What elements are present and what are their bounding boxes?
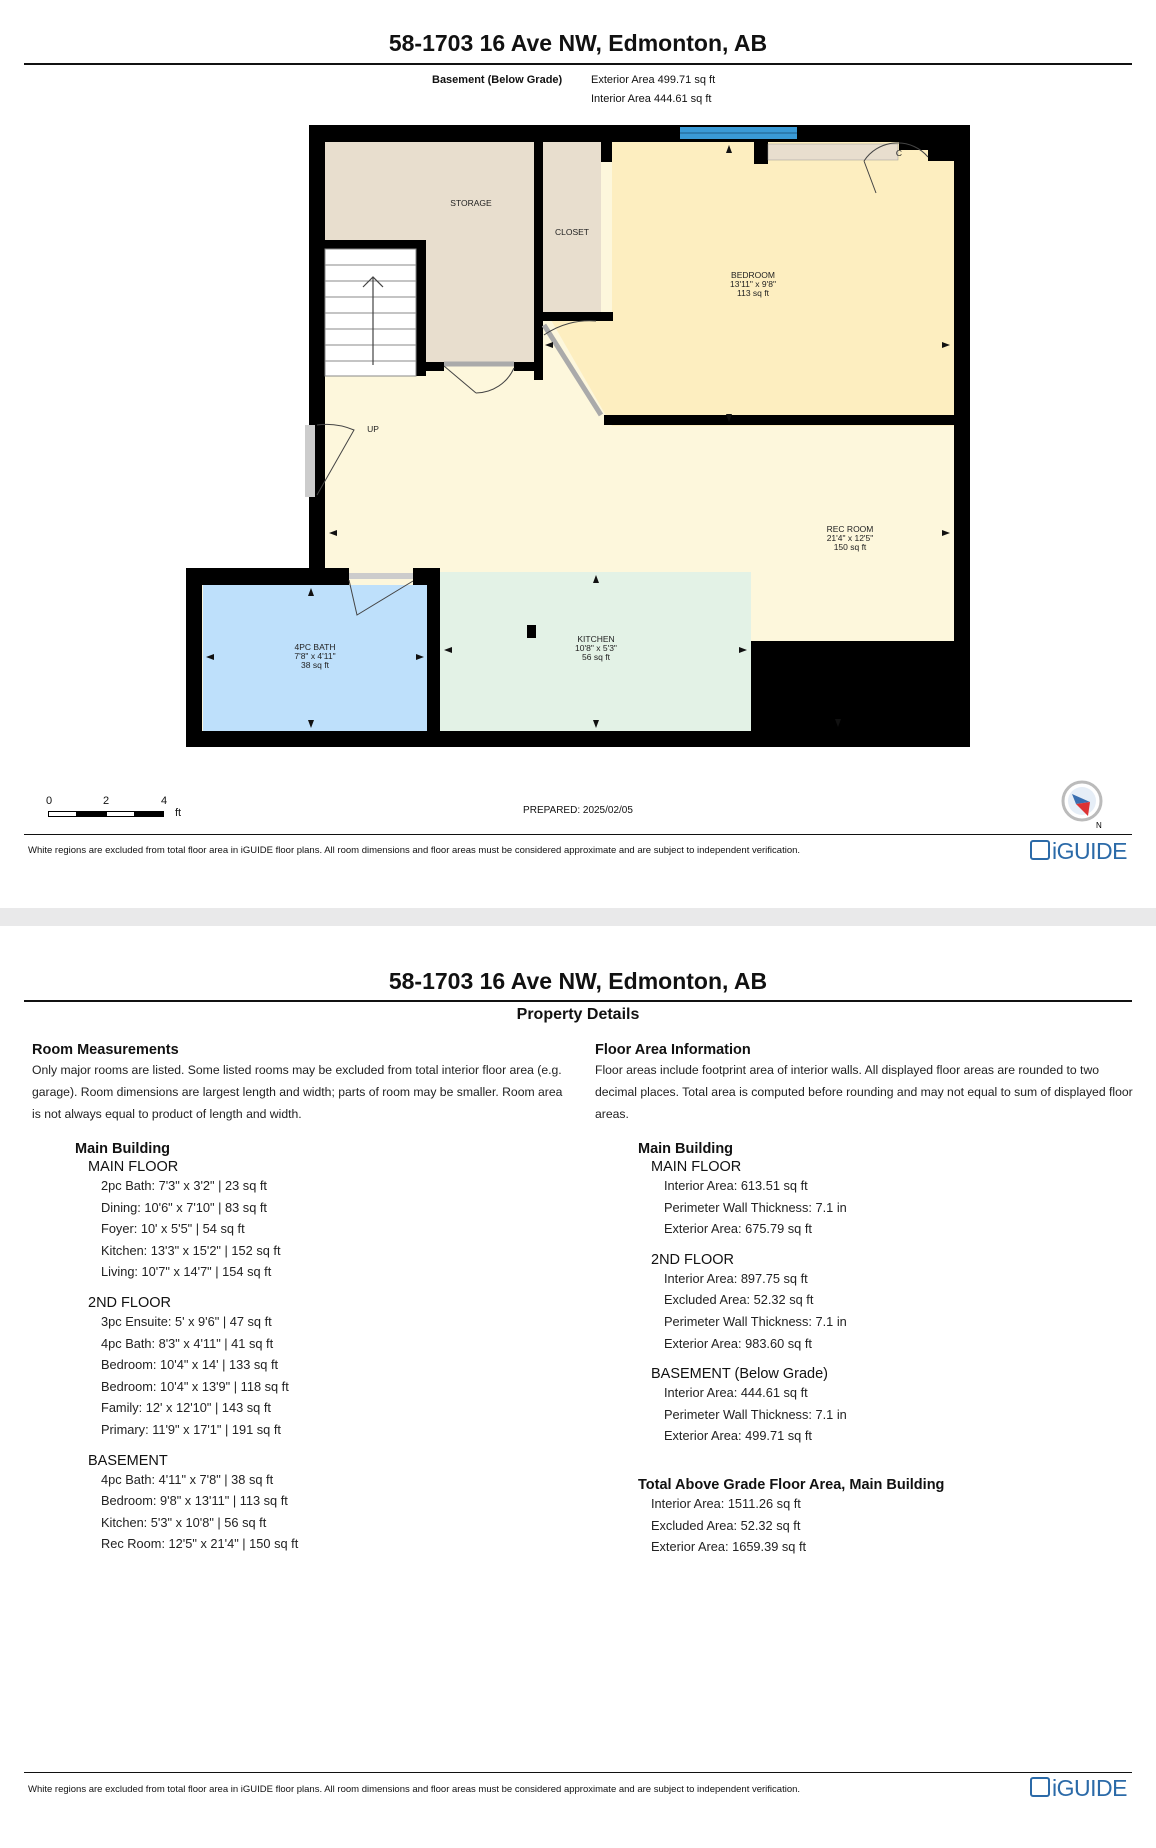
list-item: Family: 12' x 12'10" | 143 sq ft [101,1400,271,1416]
list-item: Living: 10'7" x 14'7" | 154 sq ft [101,1264,272,1280]
prepared-date: PREPARED: 2025/02/05 [523,805,633,816]
left-second-floor: 2ND FLOOR [88,1294,171,1311]
bath-area: 38 sq ft [301,660,329,670]
list-item: Exterior Area: 1659.39 sq ft [651,1539,807,1555]
list-item: Rec Room: 12'5" x 21'4" | 150 sq ft [101,1536,299,1552]
list-item: Perimeter Wall Thickness: 7.1 in [664,1199,847,1215]
storage-label: STORAGE [450,198,492,208]
disclaimer-2: White regions are excluded from total floor area in iGUIDE floor plans. All room dimensions and floor areas must be considered approximate and are subject to independent verification. [28,1784,801,1795]
kitchen-area: 56 sq ft [582,652,610,662]
exterior-area: Exterior Area 499.71 sq ft [591,74,716,86]
footer-rule-2 [24,1772,1132,1773]
list-item: Bedroom: 10'4" x 14' | 133 sq ft [101,1357,279,1373]
footer-rule [24,834,1132,835]
kitchen-name: KITCHEN [577,634,615,644]
scale-tick-0: 0 [46,795,53,807]
title-rule [24,63,1132,65]
bedroom-fill [612,142,954,426]
right-main-list [595,1175,1140,1240]
page-title: 58-1703 16 Ave NW, Edmonton, AB [388,30,768,56]
list-item: Interior Area: 613.51 sq ft [664,1178,808,1193]
list-item: Bedroom: 10'4" x 13'9" | 118 sq ft [101,1378,289,1394]
title-rule-2 [24,1000,1132,1002]
room-measurements-heading: Room Measurements [32,1042,179,1058]
list-item: 2pc Bath: 7'3" x 3'2" | 23 sq ft [101,1178,267,1193]
bedroom-south-wall [604,415,954,425]
list-item: Kitchen: 5'3" x 10'8" | 56 sq ft [101,1514,267,1530]
right-main-floor: MAIN FLOOR [651,1159,742,1175]
list-item: Exterior Area: 499.71 sq ft [664,1428,812,1444]
list-item: Foyer: 10' x 5'5" | 54 sq ft [101,1221,245,1237]
floor-area-section [595,1042,1140,1558]
total-list [595,1493,1140,1558]
iguide-logo: iGUIDE [1030,838,1127,865]
left-basement: BASEMENT [88,1452,168,1469]
up-label: UP [367,424,379,434]
list-item: Excluded Area: 52.32 sq ft [664,1292,814,1308]
rec-name: REC ROOM [826,524,874,534]
right-second-list [595,1268,1140,1354]
left-main-list [32,1175,567,1283]
scale-unit: ft [175,807,182,819]
property-details-page [0,926,1156,1848]
bath-dims: 7'8" x 4'11" [294,651,336,661]
floor-area-intro: Floor areas include footprint area of interior walls. All displayed floor areas are rounded to two decimal places. Total area is computed before rounding and may not equal to sum of displayed floor areas. [595,1063,1133,1121]
list-item: Interior Area: 897.75 sq ft [664,1270,808,1286]
list-item: Perimeter Wall Thickness: 7.1 in [664,1313,847,1329]
iguide-logo-2: iGUIDE [1030,1775,1127,1802]
list-item: Exterior Area: 675.79 sq ft [664,1221,812,1237]
iguide-mark-icon [1030,1777,1050,1797]
compass-label: N [1096,821,1102,830]
list-item: Interior Area: 1511.26 sq ft [651,1495,801,1511]
kitchen-dims: 10'8" x 5'3" [575,643,617,653]
list-item: Bedroom: 9'8" x 13'11" | 113 sq ft [101,1493,288,1509]
room-measurements-intro: Only major rooms are listed. Some listed rooms may be excluded from total interior floor area (e.g. garage). Room dimensions are largest length and width; parts of room may be smaller. Room area is not always equal to product of length and width. [32,1063,563,1121]
list-item: Dining: 10'6" x 7'10" | 83 sq ft [101,1199,267,1215]
iguide-mark-icon [1030,840,1050,860]
list-item: Interior Area: 444.61 sq ft [664,1385,808,1401]
list-item: Primary: 11'9" x 17'1" | 191 sq ft [101,1421,281,1437]
floor-plan-page [0,0,1156,908]
list-item: 3pc Ensuite: 5' x 9'6" | 47 sq ft [101,1313,272,1329]
left-main-floor: MAIN FLOOR [88,1159,179,1175]
bath-name: 4PC BATH [294,642,336,652]
page-separator [0,908,1156,926]
scale-tick-2: 2 [103,795,110,807]
closet-label: CLOSET [554,227,590,237]
bedroom-area: 113 sq ft [737,288,769,298]
left-second-list [32,1311,567,1441]
rec-area: 150 sq ft [833,542,867,552]
right-basement-list [595,1382,1140,1447]
disclaimer: White regions are excluded from total floor area in iGUIDE floor plans. All room dimensions and floor areas must be considered approximate and are subject to independent verification. [28,845,801,856]
total-heading: Total Above Grade Floor Area, Main Building [638,1476,945,1493]
compass-icon [1060,780,1106,830]
room-measurements-section [32,1042,567,1555]
level-label: Basement (Below Grade) [432,74,563,86]
basement-floor-plan [186,125,970,747]
page-subtitle: Property Details [516,1006,640,1023]
rec-dims: 21'4" x 12'5" [826,533,874,543]
c-label: C [895,148,903,158]
bedroom-dims: 13'11" x 9'8" [730,279,776,289]
list-item: 4pc Bath: 8'3" x 4'11" | 41 sq ft [101,1335,274,1351]
scale-tick-4: 4 [161,795,168,807]
interior-area: Interior Area 444.61 sq ft [591,93,712,105]
right-building-label: Main Building [638,1141,734,1157]
floor-area-heading: Floor Area Information [595,1042,751,1058]
right-basement: BASEMENT (Below Grade) [651,1366,829,1383]
left-basement-list [32,1469,567,1555]
list-item: 4pc Bath: 4'11" x 7'8" | 38 sq ft [101,1471,274,1487]
left-building-label: Main Building [75,1141,171,1157]
list-item: Excluded Area: 52.32 sq ft [651,1517,801,1533]
right-second-floor: 2ND FLOOR [651,1251,734,1268]
bedroom-name: BEDROOM [731,270,775,280]
page-title-2: 58-1703 16 Ave NW, Edmonton, AB [388,968,768,994]
list-item: Kitchen: 13'3" x 15'2" | 152 sq ft [101,1242,281,1258]
list-item: Exterior Area: 983.60 sq ft [664,1335,812,1351]
list-item: Perimeter Wall Thickness: 7.1 in [664,1406,847,1422]
